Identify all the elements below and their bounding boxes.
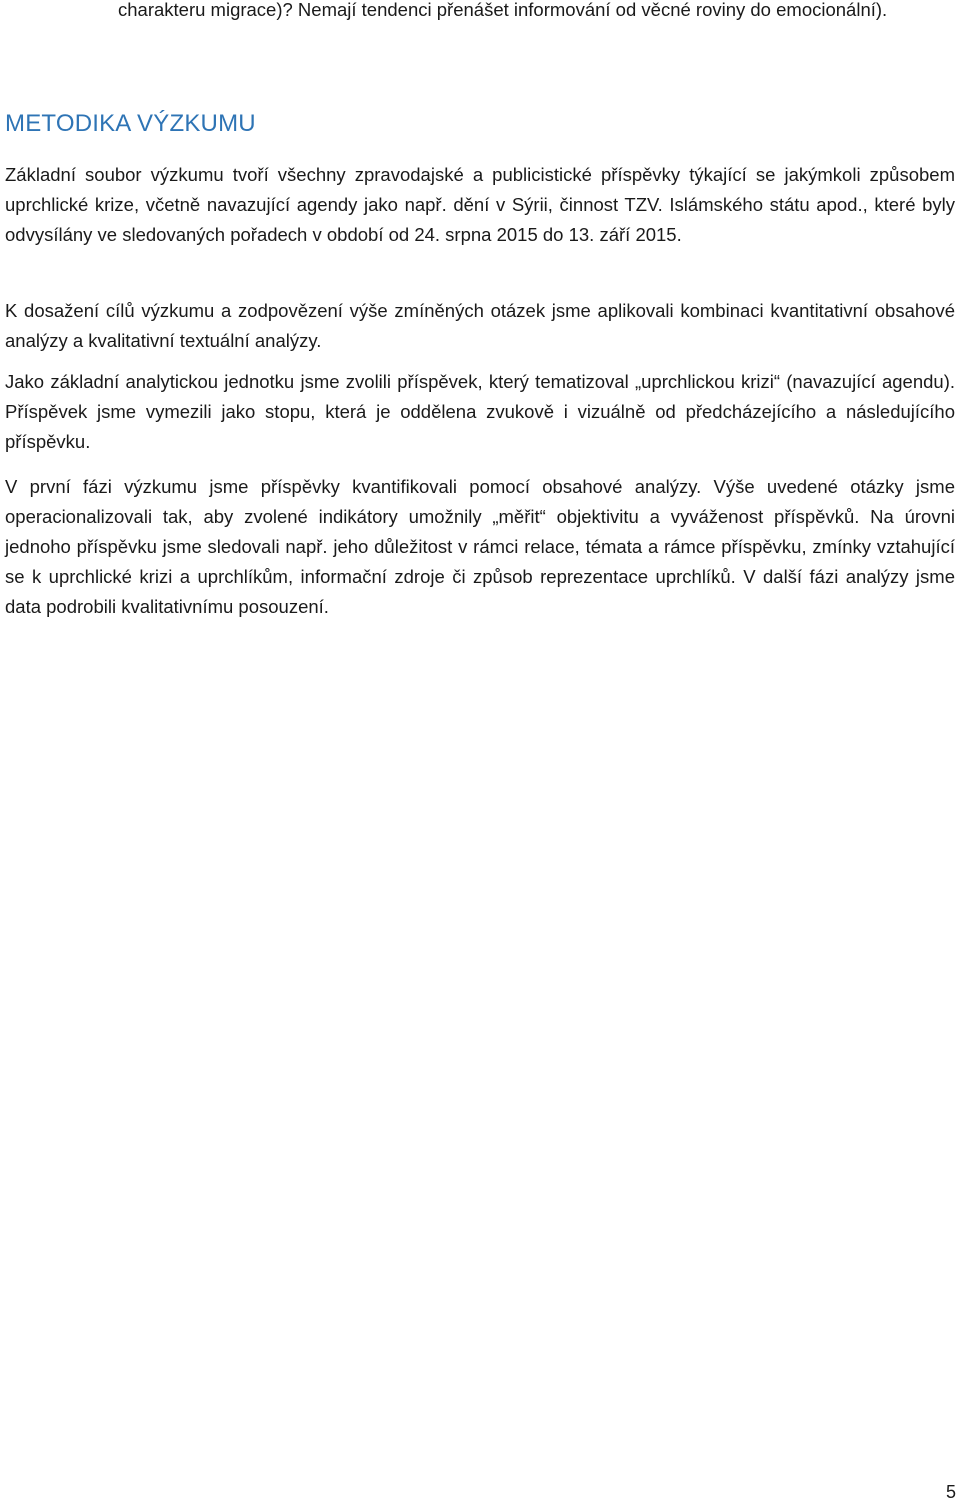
page-number: 5 xyxy=(945,1482,956,1502)
intro-paragraph: charakteru migrace)? Nemají tendenci přenášet informování od věcné roviny do emocionální). xyxy=(118,0,888,20)
paragraph-research-phases: V první fázi výzkumu jsme příspěvky kvantifikovali pomocí obsahové analýzy. Výše uvedené otázky jsme operacionalizovali tak, aby zvolené indikátory umožnily „měřit“ objektivitu a vyváženost příspěvků. Na úrovni jednoho příspěvku jsme sledovali např. jeho důležitost v rámci relace, témata a rámce příspěvku, zmínky vztahující se k uprchlické krizi a uprchlíkům, informační zdroje či způsob reprezentace uprchlíků. V další fázi analýzy jsme data podrobili kvalitativnímu posouzení. xyxy=(5,476,955,617)
paragraph-research-goals: K dosažení cílů výzkumu a zodpovězení výše zmíněných otázek jsme aplikovali kombinaci kvantitativní obsahové analýzy a kvalitativní textuální analýzy. xyxy=(5,300,955,351)
section-heading: METODIKA VÝZKUMU xyxy=(5,110,256,137)
paragraph-research-sample: Základní soubor výzkumu tvoří všechny zpravodajské a publicistické příspěvky týkající se jakýmkoli způsobem uprchlické krize, včetně navazující agendy jako např. dění v Sýrii, činnost TZV. Islámského státu apod., které byly odvysílány ve sledovaných pořadech v období od 24. srpna 2015 do 13. září 2015. xyxy=(5,164,955,245)
paragraph-analytic-unit: Jako základní analytickou jednotku jsme zvolili příspěvek, který tematizoval „uprchlickou krizi“ (navazující agendu). Příspěvek jsme vymezili jako stopu, která je oddělena zvukově i vizuálně od předcházejícího a následujícího příspěvku. xyxy=(5,371,955,452)
